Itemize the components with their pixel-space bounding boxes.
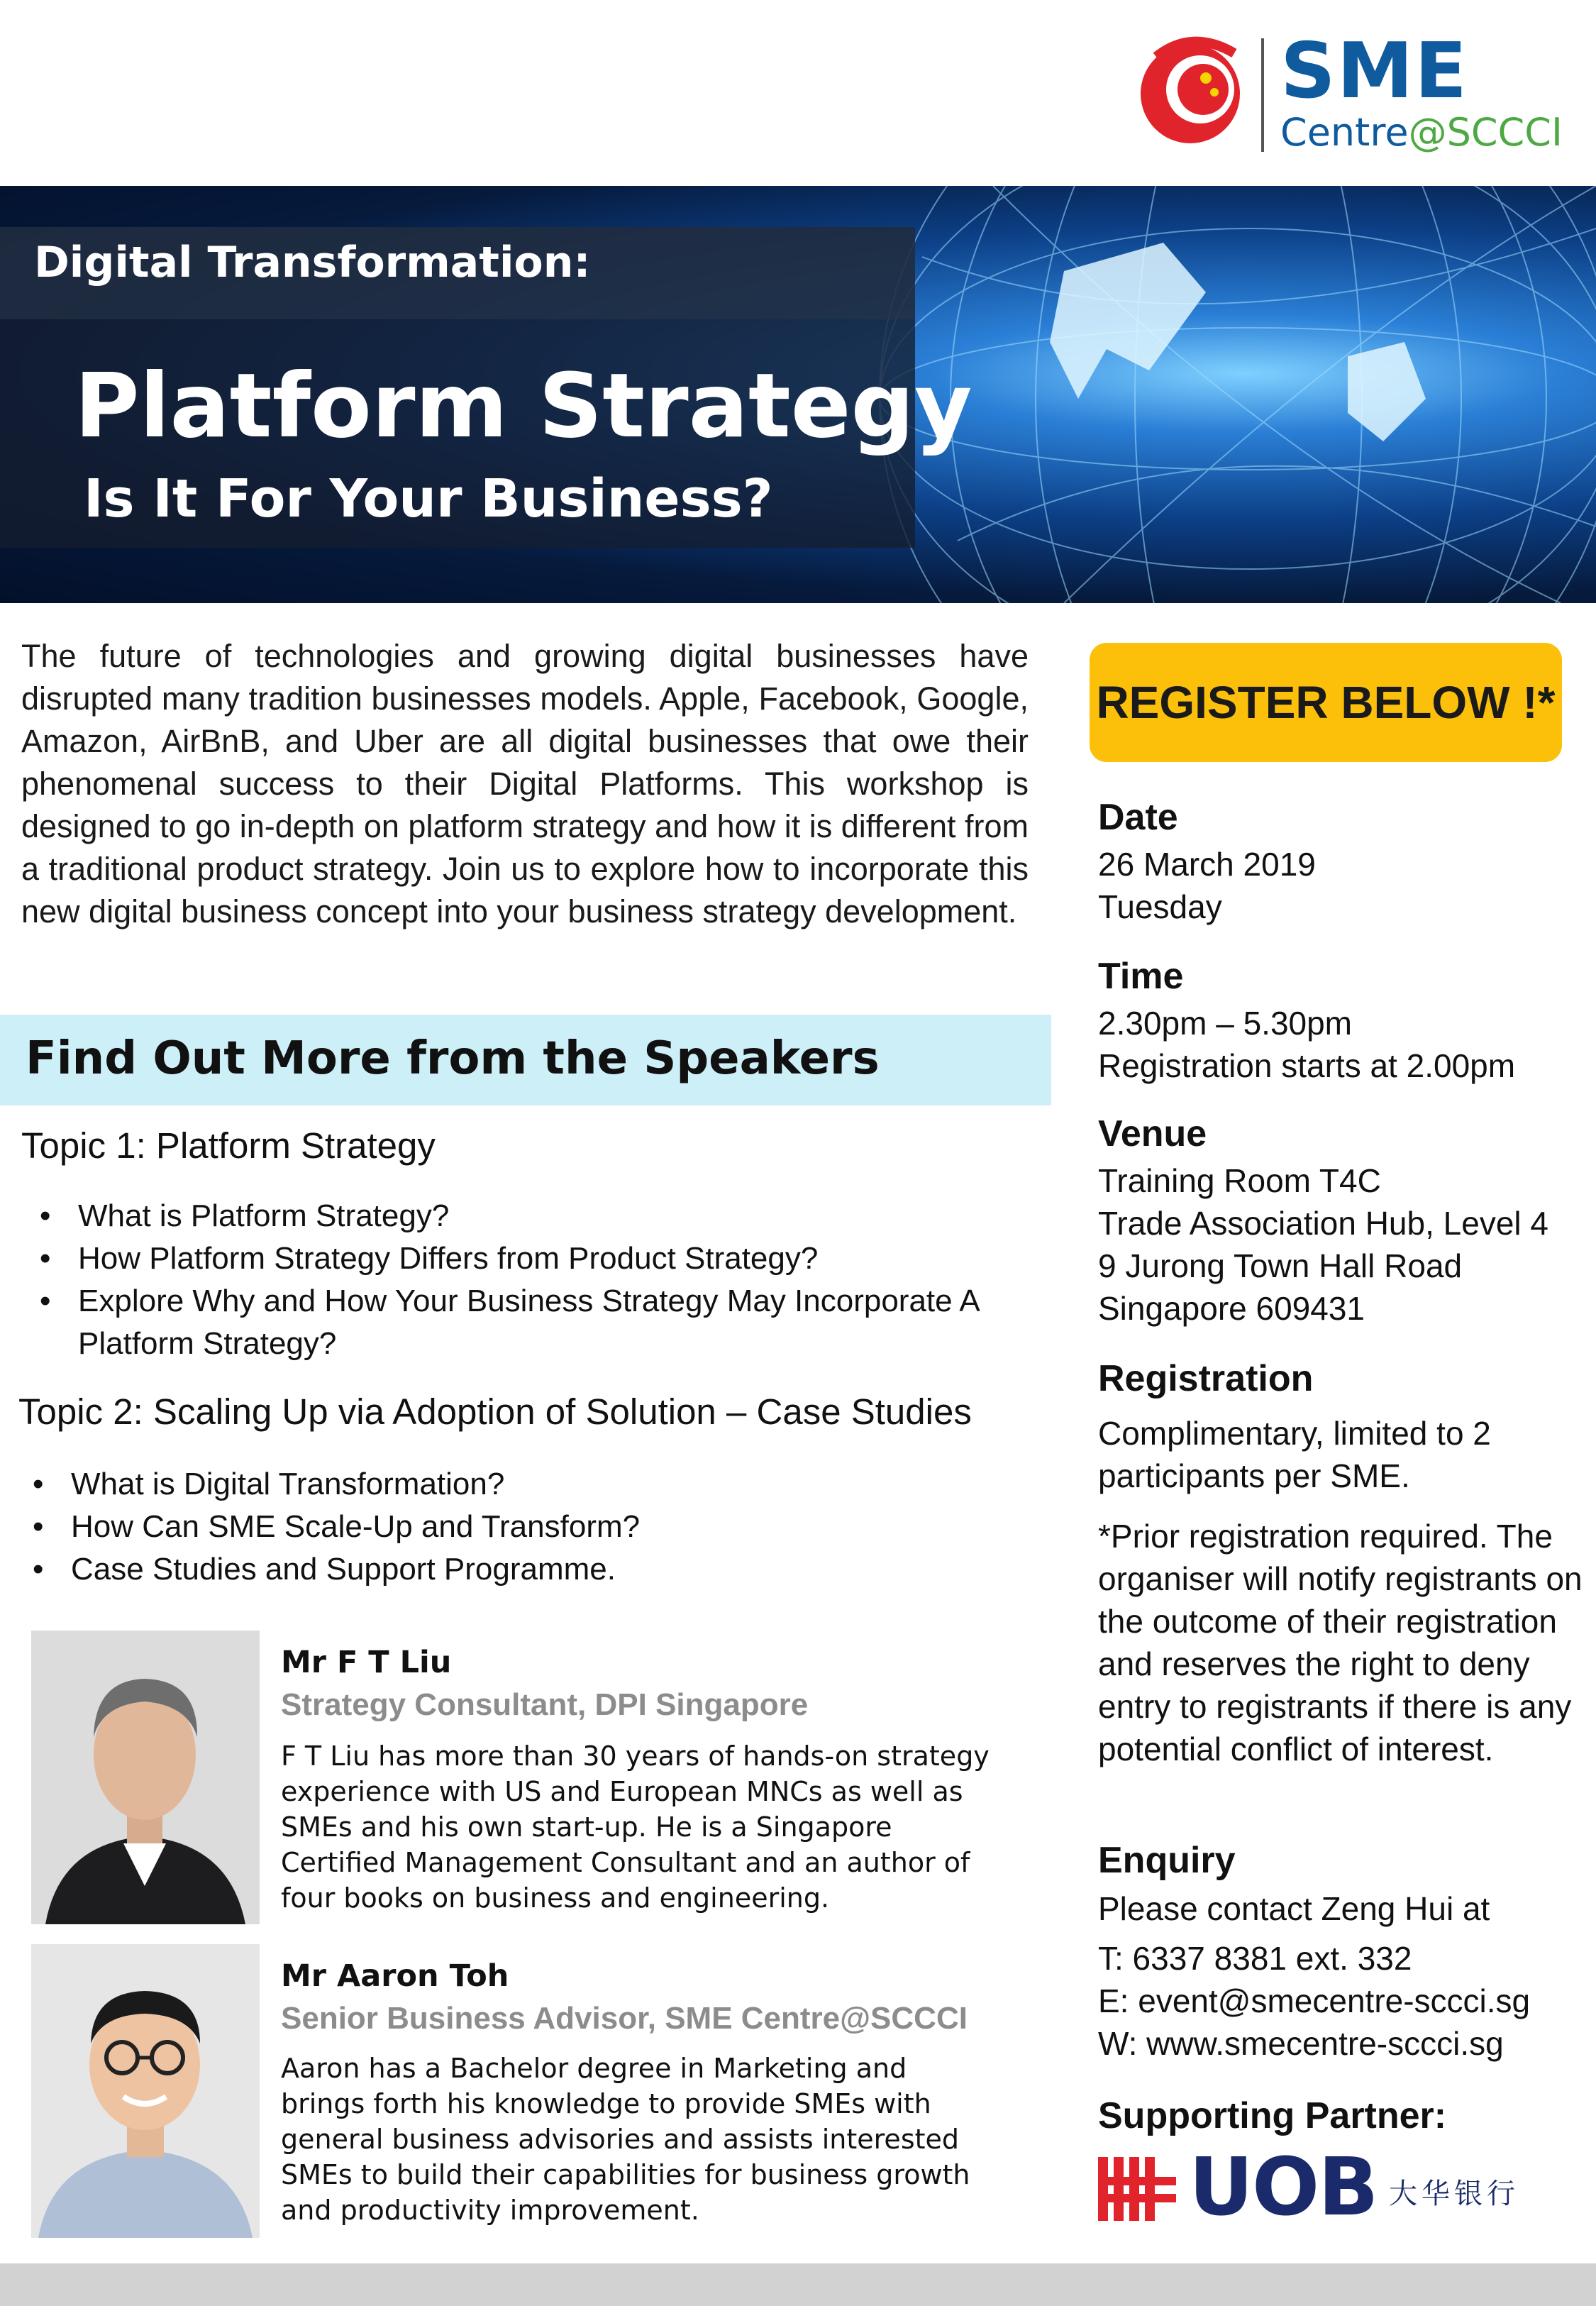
uob-chinese-name: 大华银行 [1389, 2178, 1519, 2210]
logo-centre-text [1280, 110, 1563, 155]
list-item: • Case Studies and Support Programme. [14, 1548, 1021, 1591]
enquiry-label: Enquiry [1098, 1840, 1236, 1881]
speaker-2-name: Mr Aaron Toh [281, 1958, 509, 1994]
footer-bar [0, 2263, 1596, 2306]
list-item: • What is Digital Transformation? [14, 1463, 1021, 1506]
banner-subtitle: Digital Transformation: [34, 238, 591, 287]
contact-email[interactable]: E: event@smecentre-sccci.sg [1098, 1982, 1531, 2019]
uob-wordmark: UOB [1189, 2141, 1378, 2234]
speaker-1-bio: F T Liu has more than 30 years of hands-on strategy experience with US and European MNCs as well as SMEs and his own start-up. He is a Singapore Certified Management Consultant and an author of four books on business and engineering. [281, 1740, 990, 1914]
day-line: Tuesday [1098, 888, 1222, 925]
registration-start-line: Registration starts at 2.00pm [1098, 1047, 1516, 1084]
speaker-2-role: Senior Business Advisor, SME Centre@SCCCI [281, 2001, 968, 2036]
contact-website[interactable]: W: www.smecentre-sccci.sg [1098, 2025, 1504, 2062]
venue-line: Training Room T4C [1098, 1162, 1381, 1199]
uob-logo [1098, 2141, 1524, 2234]
contact-phone: T: 6337 8381 ext. 332 [1098, 1940, 1412, 1977]
topic-2-list [14, 1463, 1021, 1591]
venue-line: 9 Jurong Town Hall Road [1098, 1247, 1463, 1284]
contact-details [1098, 1937, 1587, 2065]
date-line: 26 March 2019 [1098, 846, 1316, 883]
registration-note: *Prior registration required. The organiser will notify registrants on the outcome of their registration and reserves the right to deny entry to registrants if there is any potential conflict of interest. [1098, 1518, 1583, 1767]
venue-line: Singapore 609431 [1098, 1290, 1365, 1327]
enquiry-text: Please contact Zeng Hui at [1098, 1890, 1490, 1927]
time-line: 2.30pm – 5.30pm [1098, 1005, 1353, 1042]
registration-label: Registration [1098, 1358, 1314, 1399]
list-item: • What is Platform Strategy? [21, 1195, 1029, 1237]
time-value [1098, 1002, 1587, 1087]
topic-2-title: Topic 2: Scaling Up via Adoption of Solution – Case Studies [18, 1391, 972, 1432]
logo-sme-text: SME [1280, 27, 1469, 116]
registration-text: Complimentary, limited to 2 participants per SME. [1098, 1415, 1491, 1494]
banner-question: Is It For Your Business? [84, 468, 773, 529]
time-label: Time [1098, 956, 1184, 997]
topic-1-title: Topic 1: Platform Strategy [21, 1125, 436, 1166]
date-value [1098, 843, 1587, 928]
list-item: • How Can SME Scale-Up and Transform? [14, 1506, 1021, 1548]
speakers-section-title: Find Out More from the Speakers [26, 1032, 880, 1085]
speaker-2-photo [31, 1944, 260, 2238]
date-label: Date [1098, 797, 1178, 838]
speaker-1-photo [31, 1631, 260, 1924]
venue-label: Venue [1098, 1113, 1207, 1154]
venue-line: Trade Association Hub, Level 4 [1098, 1205, 1548, 1242]
list-item: • Explore Why and How Your Business Strategy May Incorporate A Platform Strategy? [21, 1280, 1029, 1365]
intro-paragraph: The future of technologies and growing digital businesses have disrupted many tradition businesses models. Apple, Facebook, Google, Amazon, AirBnB, and Uber are all digital businesses that owe their phenomenal success to their Digital Platforms. This workshop is designed to go in-depth on platform strategy and how it is different from a traditional product strategy. Join us to explore how to incorporate this new digital business concept into your business strategy development. [21, 638, 1029, 929]
speaker-1-role: Strategy Consultant, DPI Singapore [281, 1687, 809, 1722]
list-item: • How Platform Strategy Differs from Product Strategy? [21, 1237, 1029, 1280]
topic-1-list [21, 1195, 1029, 1365]
banner-title: Platform Strategy [74, 355, 972, 458]
logo-sccci-word: @SCCCI [1408, 110, 1563, 155]
venue-address [1098, 1159, 1587, 1330]
speaker-1-name: Mr F T Liu [281, 1645, 452, 1680]
supporting-partner-label: Supporting Partner: [1098, 2095, 1447, 2136]
speaker-2-bio: Aaron has a Bachelor degree in Marketing and brings forth his knowledge to provide SMEs with general business advisories and assists interested SMEs to build their capabilities for business growth and productivity improvement. [281, 2053, 970, 2226]
logo-centre-word: Centre [1280, 110, 1409, 155]
register-button[interactable]: REGISTER BELOW !* [1090, 643, 1562, 762]
